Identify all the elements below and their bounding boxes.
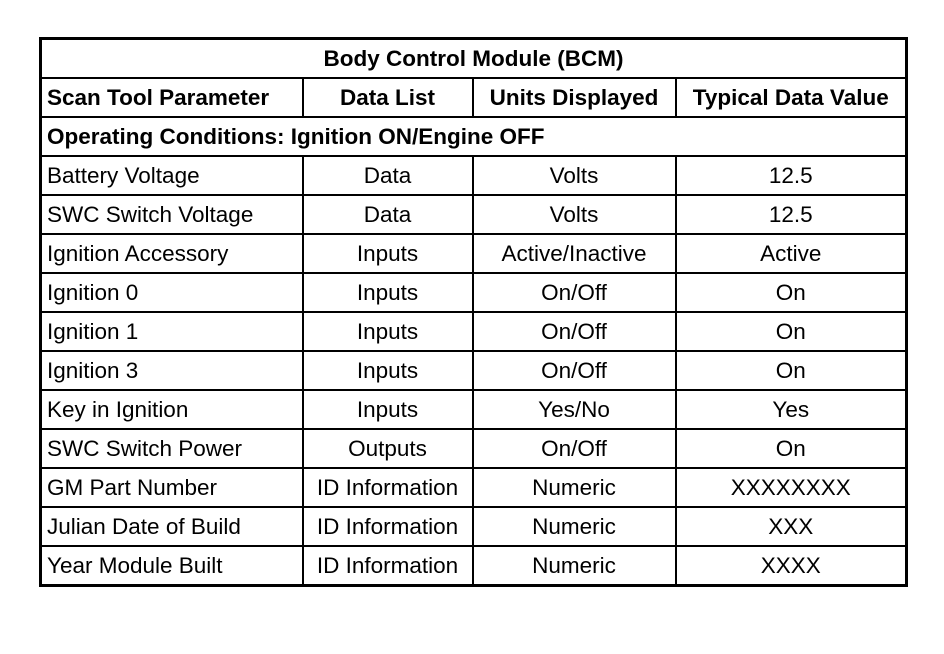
cell-units: Active/Inactive xyxy=(473,234,676,273)
cell-parameter: Year Module Built xyxy=(41,546,303,586)
table-row xyxy=(41,390,907,429)
cell-data-list: Data xyxy=(303,195,473,234)
table-row xyxy=(41,546,907,586)
cell-parameter: Ignition Accessory xyxy=(41,234,303,273)
table-row xyxy=(41,429,907,468)
table-row xyxy=(41,195,907,234)
cell-parameter: Ignition 0 xyxy=(41,273,303,312)
cell-data-list: Inputs xyxy=(303,273,473,312)
cell-data-list: Data xyxy=(303,156,473,195)
header-units-displayed: Units Displayed xyxy=(473,78,676,117)
cell-units: Volts xyxy=(473,156,676,195)
cell-typical-value: Yes xyxy=(676,390,907,429)
cell-parameter: GM Part Number xyxy=(41,468,303,507)
cell-data-list: Inputs xyxy=(303,390,473,429)
table-body xyxy=(41,117,907,586)
table-row xyxy=(41,234,907,273)
cell-parameter: Ignition 3 xyxy=(41,351,303,390)
bcm-data-table-container xyxy=(39,37,905,587)
cell-typical-value: On xyxy=(676,312,907,351)
cell-typical-value: On xyxy=(676,429,907,468)
bcm-data-table xyxy=(39,37,908,587)
cell-data-list: Outputs xyxy=(303,429,473,468)
cell-typical-value: On xyxy=(676,273,907,312)
cell-units: On/Off xyxy=(473,351,676,390)
cell-units: On/Off xyxy=(473,429,676,468)
table-row xyxy=(41,468,907,507)
table-row xyxy=(41,507,907,546)
cell-typical-value: XXXX xyxy=(676,546,907,586)
cell-typical-value: XXXXXXXX xyxy=(676,468,907,507)
operating-conditions-label: Operating Conditions: Ignition ON/Engine OFF xyxy=(41,117,907,156)
cell-typical-value: 12.5 xyxy=(676,156,907,195)
cell-parameter: SWC Switch Voltage xyxy=(41,195,303,234)
table-row xyxy=(41,273,907,312)
cell-units: On/Off xyxy=(473,312,676,351)
cell-units: Yes/No xyxy=(473,390,676,429)
table-row xyxy=(41,351,907,390)
cell-typical-value: XXX xyxy=(676,507,907,546)
cell-data-list: ID Information xyxy=(303,468,473,507)
cell-units: Numeric xyxy=(473,507,676,546)
table-title-row xyxy=(41,39,907,79)
table-row xyxy=(41,312,907,351)
cell-units: Numeric xyxy=(473,468,676,507)
cell-parameter: SWC Switch Power xyxy=(41,429,303,468)
table-title: Body Control Module (BCM) xyxy=(41,39,907,79)
cell-parameter: Key in Ignition xyxy=(41,390,303,429)
cell-typical-value: On xyxy=(676,351,907,390)
header-scan-tool-parameter: Scan Tool Parameter xyxy=(41,78,303,117)
cell-data-list: Inputs xyxy=(303,312,473,351)
header-typical-data-value: Typical Data Value xyxy=(676,78,907,117)
cell-data-list: Inputs xyxy=(303,351,473,390)
cell-units: On/Off xyxy=(473,273,676,312)
cell-typical-value: 12.5 xyxy=(676,195,907,234)
header-data-list: Data List xyxy=(303,78,473,117)
section-row xyxy=(41,117,907,156)
cell-parameter: Ignition 1 xyxy=(41,312,303,351)
table-row xyxy=(41,156,907,195)
cell-parameter: Battery Voltage xyxy=(41,156,303,195)
cell-typical-value: Active xyxy=(676,234,907,273)
cell-data-list: ID Information xyxy=(303,546,473,586)
cell-data-list: Inputs xyxy=(303,234,473,273)
cell-units: Volts xyxy=(473,195,676,234)
cell-parameter: Julian Date of Build xyxy=(41,507,303,546)
table-header-row xyxy=(41,78,907,117)
cell-units: Numeric xyxy=(473,546,676,586)
cell-data-list: ID Information xyxy=(303,507,473,546)
